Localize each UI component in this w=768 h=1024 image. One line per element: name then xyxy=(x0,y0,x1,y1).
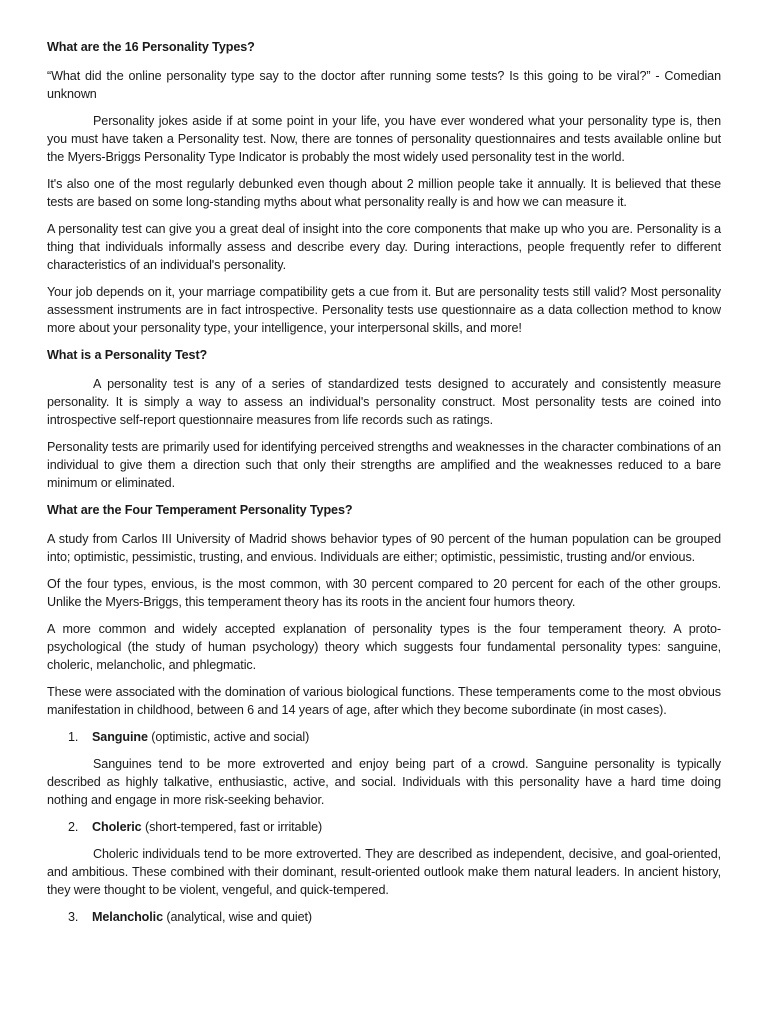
insight-paragraph: A personality test can give you a great deal of insight into the core components that make up who you are. Personality is a thing that individuals informally assess and describe every day. During interactions, people frequently refer to different characteristics of an individual's personality. xyxy=(47,222,721,272)
uses-paragraph: Personality tests are primarily used for identifying perceived strengths and weaknesses in the character combinations of an individual to give them a direction such that only their strengths are amplified and the weaknesses reduced to a bare minimum or eliminated. xyxy=(47,440,721,490)
list-item-melancholic xyxy=(47,908,721,926)
list-heading xyxy=(92,908,312,926)
job-paragraph: Your job depends on it, your marriage compatibility gets a cue from it. But are personality tests still valid? Most personality assessment instruments are in fact introspective. Personality tests use questionnaire as a data collection method to know more about your personality type, your intelligence, your interpersonal skills, and more! xyxy=(47,285,721,335)
list-description: (optimistic, active and social) xyxy=(147,730,310,744)
list-number: 1. xyxy=(68,730,79,744)
list-heading xyxy=(92,818,322,836)
list-number: 3. xyxy=(68,910,79,924)
envious-paragraph: Of the four types, envious, is the most common, with 30 percent compared to 20 percent for each of the other groups. Unlike the Myers-Briggs, this temperament theory has its roots in the ancient four humors theory. xyxy=(47,577,721,609)
document-page xyxy=(47,38,721,935)
heading-16-personality-types: What are the 16 Personality Types? xyxy=(47,40,255,54)
quote-paragraph: “What did the online personality type say to the doctor after running some tests? Is this going to be viral?” - Comedian unknown xyxy=(47,69,721,101)
domination-paragraph: These were associated with the domination of various biological functions. These temperaments come to the most obvious manifestation in childhood, between 6 and 14 years of age, after which they become subordinate (in most cases). xyxy=(47,685,721,717)
list-term: Choleric xyxy=(92,820,142,834)
definition-paragraph: A personality test is any of a series of standardized tests designed to accurately and consistently measure personality. It is simply a way to assess an individual's personality construct. Most personality tests are coined into introspective self-report questionnaire measures from life records such as ratings. xyxy=(47,377,721,427)
list-heading xyxy=(92,728,309,746)
list-term: Sanguine xyxy=(92,730,148,744)
debunked-paragraph: It's also one of the most regularly debunked even though about 2 million people take it annually. It is believed that these tests are based on some long-standing myths about what personality really is and how we can measure it. xyxy=(47,177,721,209)
heading-four-temperament-types: What are the Four Temperament Personality Types? xyxy=(47,503,353,517)
list-term: Melancholic xyxy=(92,910,163,924)
common-theory-paragraph: A more common and widely accepted explanation of personality types is the four temperament theory. A proto-psychological (the study of human psychology) theory which suggests four fundamental personality types: sanguine, choleric, melancholic, and phlegmatic. xyxy=(47,622,721,672)
study-paragraph: A study from Carlos III University of Madrid shows behavior types of 90 percent of the human population can be grouped into; optimistic, pessimistic, trusting, and envious. Individuals are either; optimistic, pessimistic, trusting and/or envious. xyxy=(47,532,721,564)
list-description: (short-tempered, fast or irritable) xyxy=(141,820,323,834)
heading-what-is-personality-test: What is a Personality Test? xyxy=(47,348,208,362)
list-item-choleric xyxy=(47,818,721,836)
list-number: 2. xyxy=(68,820,79,834)
intro-paragraph: Personality jokes aside if at some point in your life, you have ever wondered what your personality type is, then you must have taken a Personality test. Now, there are tonnes of personality questionnaires and tests available online but the Myers-Briggs Personality Type Indicator is probably the most widely used personality test in the world. xyxy=(47,114,721,164)
list-item-sanguine xyxy=(47,728,721,746)
choleric-paragraph: Choleric individuals tend to be more extroverted. They are described as independent, decisive, and goal-oriented, and ambitious. These combined with their dominant, result-oriented outlook make them natural leaders. In ancient history, they were thought to be violent, vengeful, and quick-tempered. xyxy=(47,847,721,897)
sanguine-paragraph: Sanguines tend to be more extroverted and enjoy being part of a crowd. Sanguine personality is typically described as highly talkative, enthusiastic, active, and social. Individuals with this personality have a hard time doing nothing and engage in more risk-seeking behavior. xyxy=(47,757,721,807)
list-description: (analytical, wise and quiet) xyxy=(162,910,312,924)
